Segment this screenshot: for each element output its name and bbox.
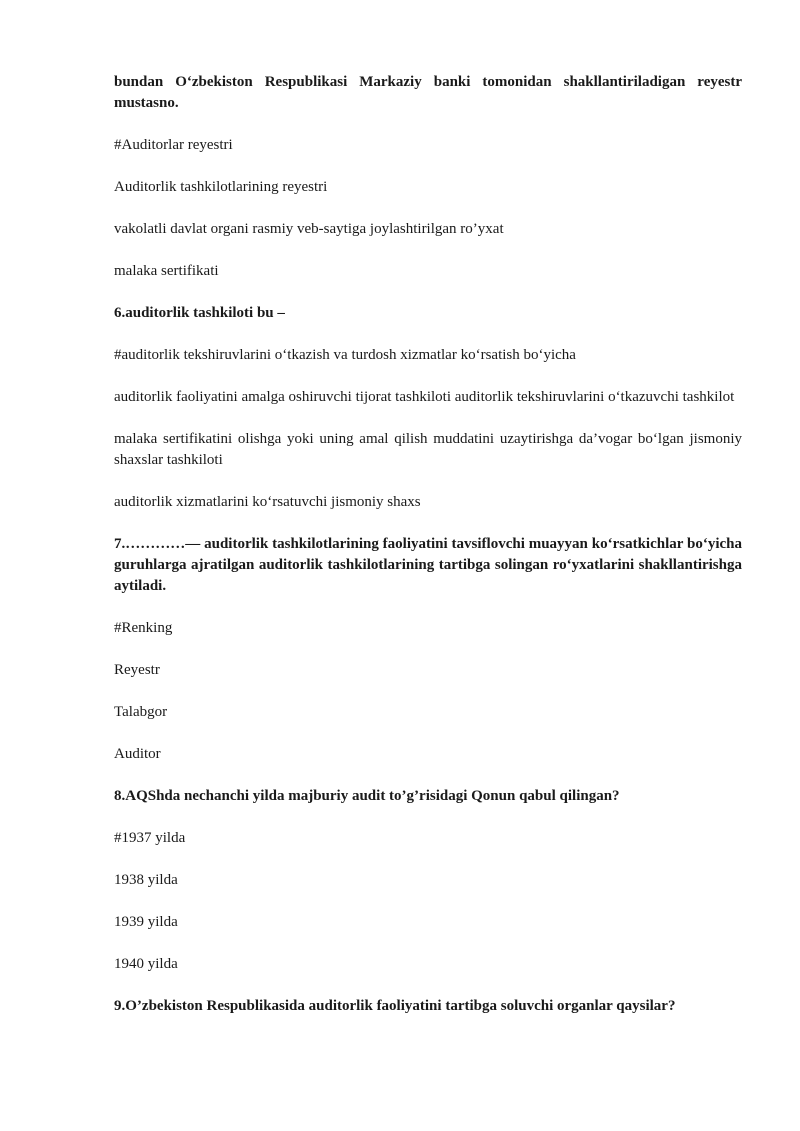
- question-7: 7.…………— auditorlik tashkilotlarining faoliyatini tavsiflovchi muayyan ko‘rsatkichlar bo‘yicha guruhlarga ajratilgan auditorlik tashkilotlarining tartibga solingan ro‘yxatlarini shakllantirishga aytiladi.: [114, 536, 742, 594]
- answer-option: Talabgor: [114, 704, 168, 720]
- answer-option: 1940 yilda: [114, 956, 178, 972]
- answer-option-correct: #1937 yilda: [114, 830, 186, 846]
- answer-option-correct: #Renking: [114, 620, 173, 636]
- answer-option: malaka sertifikati: [114, 263, 219, 279]
- answer-option-correct: #Auditorlar reyestri: [114, 137, 233, 153]
- answer-option: vakolatli davlat organi rasmiy veb-saytiga joylashtirilgan ro’yxat: [114, 221, 504, 237]
- answer-option: Auditor: [114, 746, 161, 762]
- answer-option: auditorlik xizmatlarini ko‘rsatuvchi jismoniy shaxs: [114, 494, 421, 510]
- question-6: 6.auditorlik tashkiloti bu –: [114, 305, 285, 321]
- answer-option: auditorlik faoliyatini amalga oshiruvchi tijorat tashkiloti auditorlik tekshiruvlarini o‘tkazuvchi tashkilot: [114, 389, 735, 405]
- answer-option: 1939 yilda: [114, 914, 178, 930]
- question-9: 9.O’zbekiston Respublikasida auditorlik faoliyatini tartibga soluvchi organlar qaysilar?: [114, 998, 676, 1014]
- answer-option: malaka sertifikatini olishga yoki uning amal qilish muddatini uzaytirishga da’vogar bo‘lgan jismoniy shaxslar tashkiloti: [114, 431, 742, 468]
- question-8: 8.AQShda nechanchi yilda majburiy audit to’g’risidagi Qonun qabul qilingan?: [114, 788, 620, 804]
- answer-option: 1938 yilda: [114, 872, 178, 888]
- question-continuation: bundan O‘zbekiston Respublikasi Markaziy banki tomonidan shakllantiriladigan reyestr mustasno.: [114, 74, 742, 111]
- answer-option: Auditorlik tashkilotlarining reyestri: [114, 179, 328, 195]
- answer-option: Reyestr: [114, 662, 160, 678]
- answer-option-correct: #auditorlik tekshiruvlarini o‘tkazish va turdosh xizmatlar ko‘rsatish bo‘yicha: [114, 347, 576, 363]
- document-page: [114, 72, 742, 1038]
